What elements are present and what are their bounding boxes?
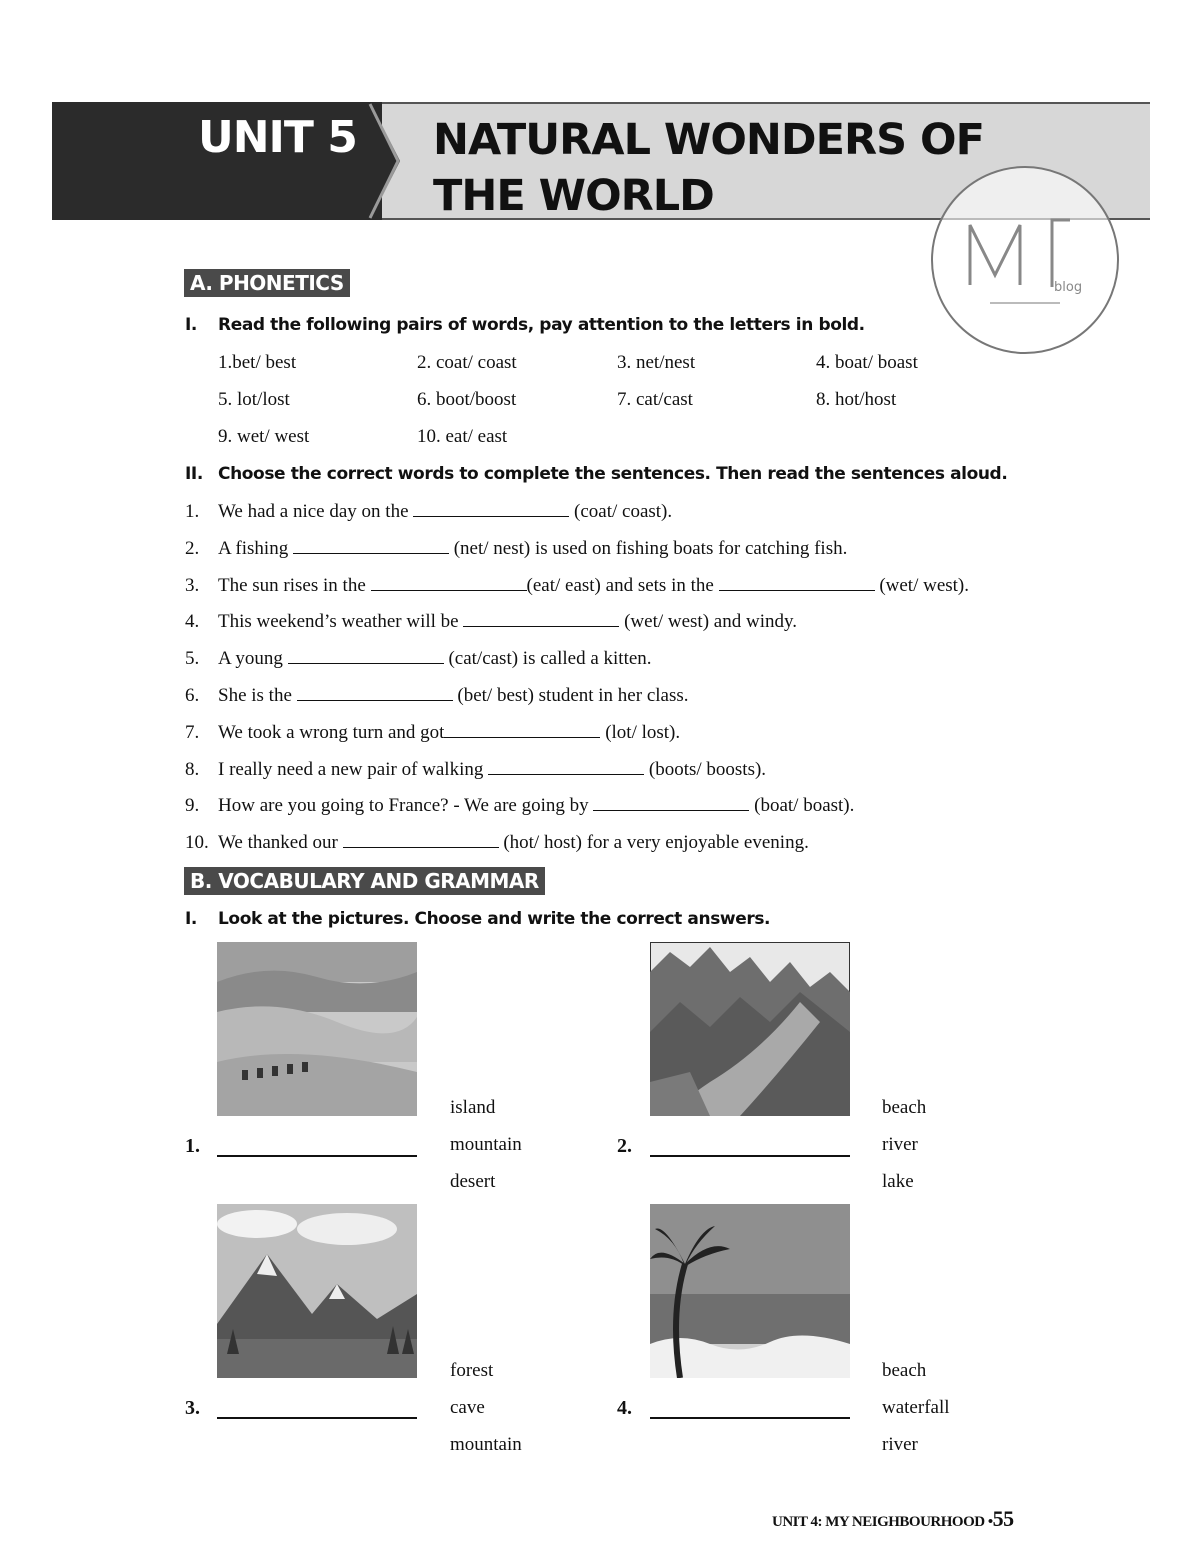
sentence-5: 5. A young (cat/cast) is called a kitten. — [185, 648, 652, 669]
word-pair: 1.bet/ best — [218, 352, 297, 373]
item-number: 3. — [185, 1397, 200, 1419]
answer-blank[interactable] — [719, 576, 875, 591]
page-number: 55 — [992, 1506, 1014, 1531]
option-word: lake — [882, 1171, 914, 1192]
word-pair: 9. wet/ west — [218, 426, 310, 447]
mp-blog-watermark-logo — [930, 165, 1120, 355]
title-line-2: THE WORLD — [433, 171, 714, 221]
option-word: river — [882, 1434, 918, 1455]
title-line-1: NATURAL WONDERS OF — [433, 115, 984, 165]
answer-line[interactable] — [217, 1417, 417, 1419]
answer-blank[interactable] — [297, 686, 453, 701]
answer-line[interactable] — [217, 1155, 417, 1157]
exercise-a1-instruction — [185, 315, 865, 335]
option-word: island — [450, 1097, 496, 1118]
option-word: desert — [450, 1171, 496, 1192]
answer-blank[interactable] — [293, 539, 449, 554]
sentence-2: 2. A fishing (net/ nest) is used on fishing boats for catching fish. — [185, 538, 848, 559]
item-number: 1. — [185, 1135, 200, 1157]
answer-blank[interactable] — [488, 760, 644, 775]
exercise-a2-instruction — [185, 464, 1007, 484]
answer-blank[interactable] — [288, 649, 444, 664]
sentence-1: 1. We had a nice day on the (coat/ coast). — [185, 501, 673, 522]
word-pair: 4. boat/ boast — [816, 352, 918, 373]
section-b-heading: B. VOCABULARY AND GRAMMAR — [184, 867, 545, 895]
page-footer — [772, 1506, 1014, 1532]
option-word: mountain — [450, 1434, 522, 1455]
answer-blank[interactable] — [413, 502, 569, 517]
unit-label: UNIT 5 — [198, 112, 357, 163]
answer-line[interactable] — [650, 1417, 850, 1419]
item-number: 4. — [617, 1397, 632, 1419]
sentence-7: 7. We took a wrong turn and got (lot/ lost). — [185, 722, 681, 743]
exercise-number: II. — [185, 464, 203, 484]
section-a-heading: A. PHONETICS — [184, 269, 350, 297]
item-number: 2. — [617, 1135, 632, 1157]
mountain-picture — [217, 1204, 417, 1378]
word-pair: 2. coat/ coast — [417, 352, 517, 373]
option-word: waterfall — [882, 1397, 950, 1418]
answer-blank[interactable] — [593, 796, 749, 811]
instruction-text: Choose the correct words to complete the sentences. Then read the sentences aloud. — [218, 464, 1008, 484]
footer-text: UNIT 4: MY NEIGHBOURHOOD • — [772, 1514, 993, 1530]
sentence-8: 8. I really need a new pair of walking (boots/ boosts). — [185, 759, 767, 780]
desert-picture — [217, 942, 417, 1116]
sentence-10: 10. We thanked our (hot/ host) for a very enjoyable evening. — [185, 832, 809, 853]
answer-blank[interactable] — [463, 612, 619, 627]
exercise-b1-instruction — [185, 909, 770, 929]
word-pair: 8. hot/host — [816, 389, 897, 410]
option-word: river — [882, 1134, 918, 1155]
sentence-6: 6. She is the (bet/ best) student in her class. — [185, 685, 689, 706]
word-pair: 7. cat/cast — [617, 389, 693, 410]
answer-blank[interactable] — [343, 833, 499, 848]
option-word: beach — [882, 1360, 927, 1381]
sentence-3: 3. The sun rises in the (eat/ east) and sets in the (wet/ west). — [185, 575, 970, 596]
option-word: beach — [882, 1097, 927, 1118]
answer-blank[interactable] — [444, 723, 600, 738]
answer-line[interactable] — [650, 1155, 850, 1157]
option-word: forest — [450, 1360, 494, 1381]
instruction-text: Read the following pairs of words, pay attention to the letters in bold. — [218, 315, 865, 335]
word-pair: 5. lot/lost — [218, 389, 290, 410]
word-pair: 3. net/nest — [617, 352, 696, 373]
answer-blank[interactable] — [371, 576, 527, 591]
page-title — [433, 112, 984, 224]
watermark-text: blog — [1054, 280, 1083, 295]
exercise-number: I. — [185, 909, 197, 929]
sentence-4: 4. This weekend’s weather will be (wet/ west) and windy. — [185, 611, 797, 632]
exercise-number: I. — [185, 315, 197, 335]
word-pair: 6. boot/boost — [417, 389, 517, 410]
river-picture — [650, 942, 850, 1116]
option-word: mountain — [450, 1134, 522, 1155]
option-word: cave — [450, 1397, 485, 1418]
beach-picture — [650, 1204, 850, 1378]
word-pair: 10. eat/ east — [417, 426, 508, 447]
sentence-9: 9. How are you going to France? - We are going by (boat/ boast). — [185, 795, 855, 816]
instruction-text: Look at the pictures. Choose and write the correct answers. — [218, 909, 771, 929]
